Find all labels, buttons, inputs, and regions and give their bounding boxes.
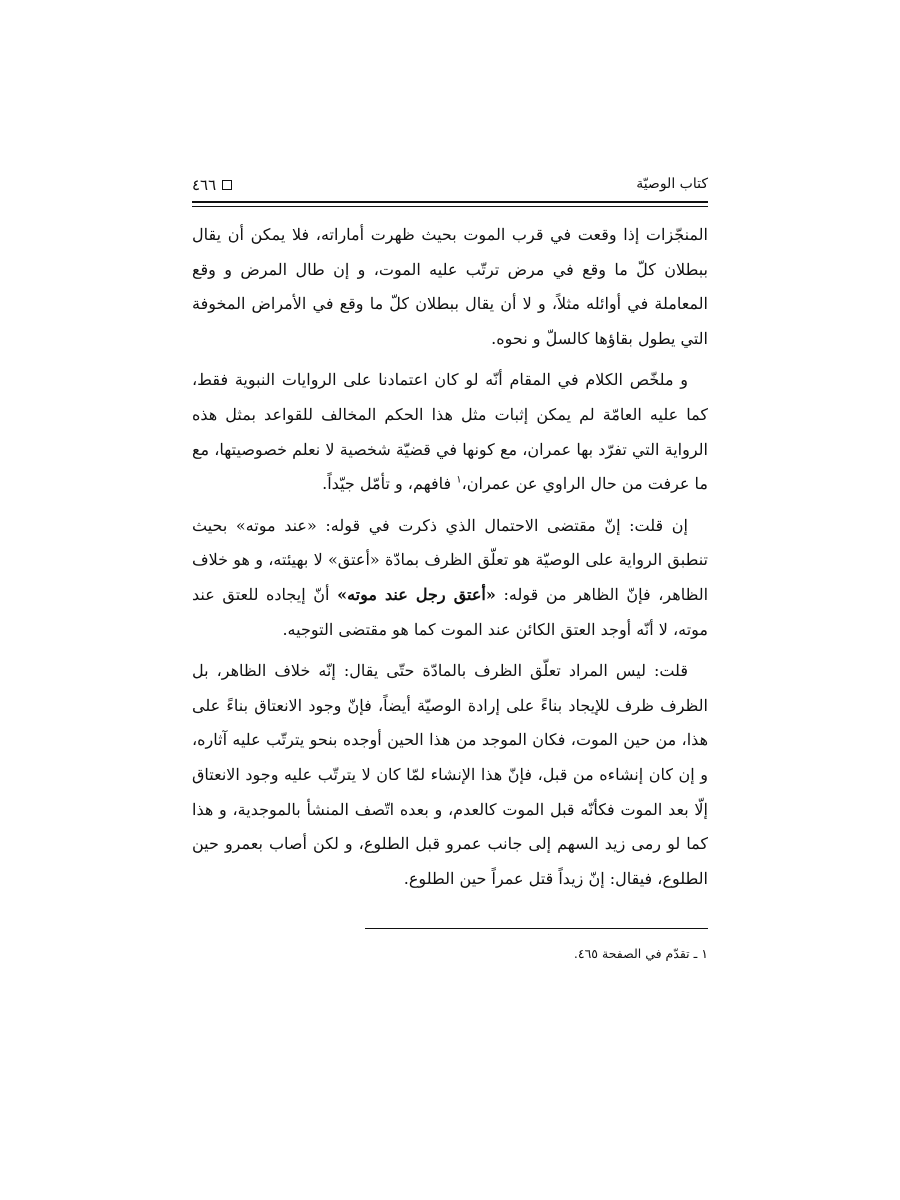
paragraph-2-main: و ملخّص الكلام في المقام أنّه لو كان اعتمادنا على الروايات النبوية فقط، كما عليه العامّة لم يمكن إثبات مثل هذا الحكم المخالف للقواعد بمثل هذه الرواية التي تفرّد بها عمران، مع كونها في قضيّة شخصية لا نعلم خصوصيتها، مع ما عرفت من حال الراوي عن عمران،	[192, 370, 708, 494]
header-rule-thin	[192, 206, 708, 207]
main-text	[192, 218, 708, 903]
footnote-separator	[365, 928, 708, 929]
paragraph-2	[192, 363, 708, 501]
paragraph-4: قلت: ليس المراد تعلّق الظرف بالمادّة حتّى يقال: إنّه خلاف الظاهر، بل الظرف ظرف للإيجاد بناءً على إرادة الوصيّة أيضاً، فإنّ وجود الانعتاق بناءً على هذا، من حين الموت، فكان الموجد من هذا الحين أوجده بنحو يترتّب عليه آثاره، و إن كان إنشاءه من قبل، فإنّ هذا الإنشاء لمّا كان لا يترتّب عليه وجود الانعتاق إلّا بعد الموت فكأنّه قبل الموت كالعدم، و بعده اتّصف المنشأ بالموجدية، و هذا كما لو رمى زيد السهم إلى جانب عمرو قبل الطلوع، و لكن أصاب بعمرو حين الطلوع، فيقال: إنّ زيداً قتل عمراً حين الطلوع.	[192, 661, 709, 888]
paragraph-2-tail: فافهم، و تأمّل جيّداً.	[322, 474, 457, 494]
header-rule-thick	[192, 201, 708, 203]
footnote: ١ ـ تقدّم في الصفحة ٤٦٥.	[573, 946, 708, 961]
paragraph-1: المنجّزات إذا وقعت في قرب الموت بحيث ظهرت أماراته، فلا يمكن أن يقال ببطلان كلّ ما وقع في مرض ترتّب عليه الموت، و إن طال المرض و وقع المعاملة في أوائله مثلاً، و لا أن يقال ببطلان كلّ ما وقع في الأمراض المخوفة التي يطول بقاؤها كالسلّ و نحوه.	[192, 225, 708, 348]
book-title: كتاب الوصيّة	[636, 176, 708, 192]
footnote-marker: ١	[456, 474, 462, 486]
bold-quotation: «أعتق رجل عند موته»	[337, 584, 496, 604]
page-number-group	[192, 176, 232, 194]
page-number: ٤٦٦	[192, 176, 217, 194]
paragraph-3-after: أنّ إيجاده للعتق عند موته، لا أنّه أوجد العتق الكائن عند الموت كما هو مقتضى التوجيه.	[192, 584, 708, 639]
square-ornament-icon	[222, 180, 232, 190]
running-header	[192, 174, 708, 200]
paragraph-3	[192, 509, 708, 647]
paragraph-3-before: إن قلت: إنّ مقتضى الاحتمال الذي ذكرت في قوله: «عند موته» بحيث تنطبق الرواية على الوصيّة هو تعلّق الظرف بمادّة «أعتق» لا بهيئته، و هو خلاف الظاهر، فإنّ الظاهر من قوله:	[192, 515, 709, 604]
